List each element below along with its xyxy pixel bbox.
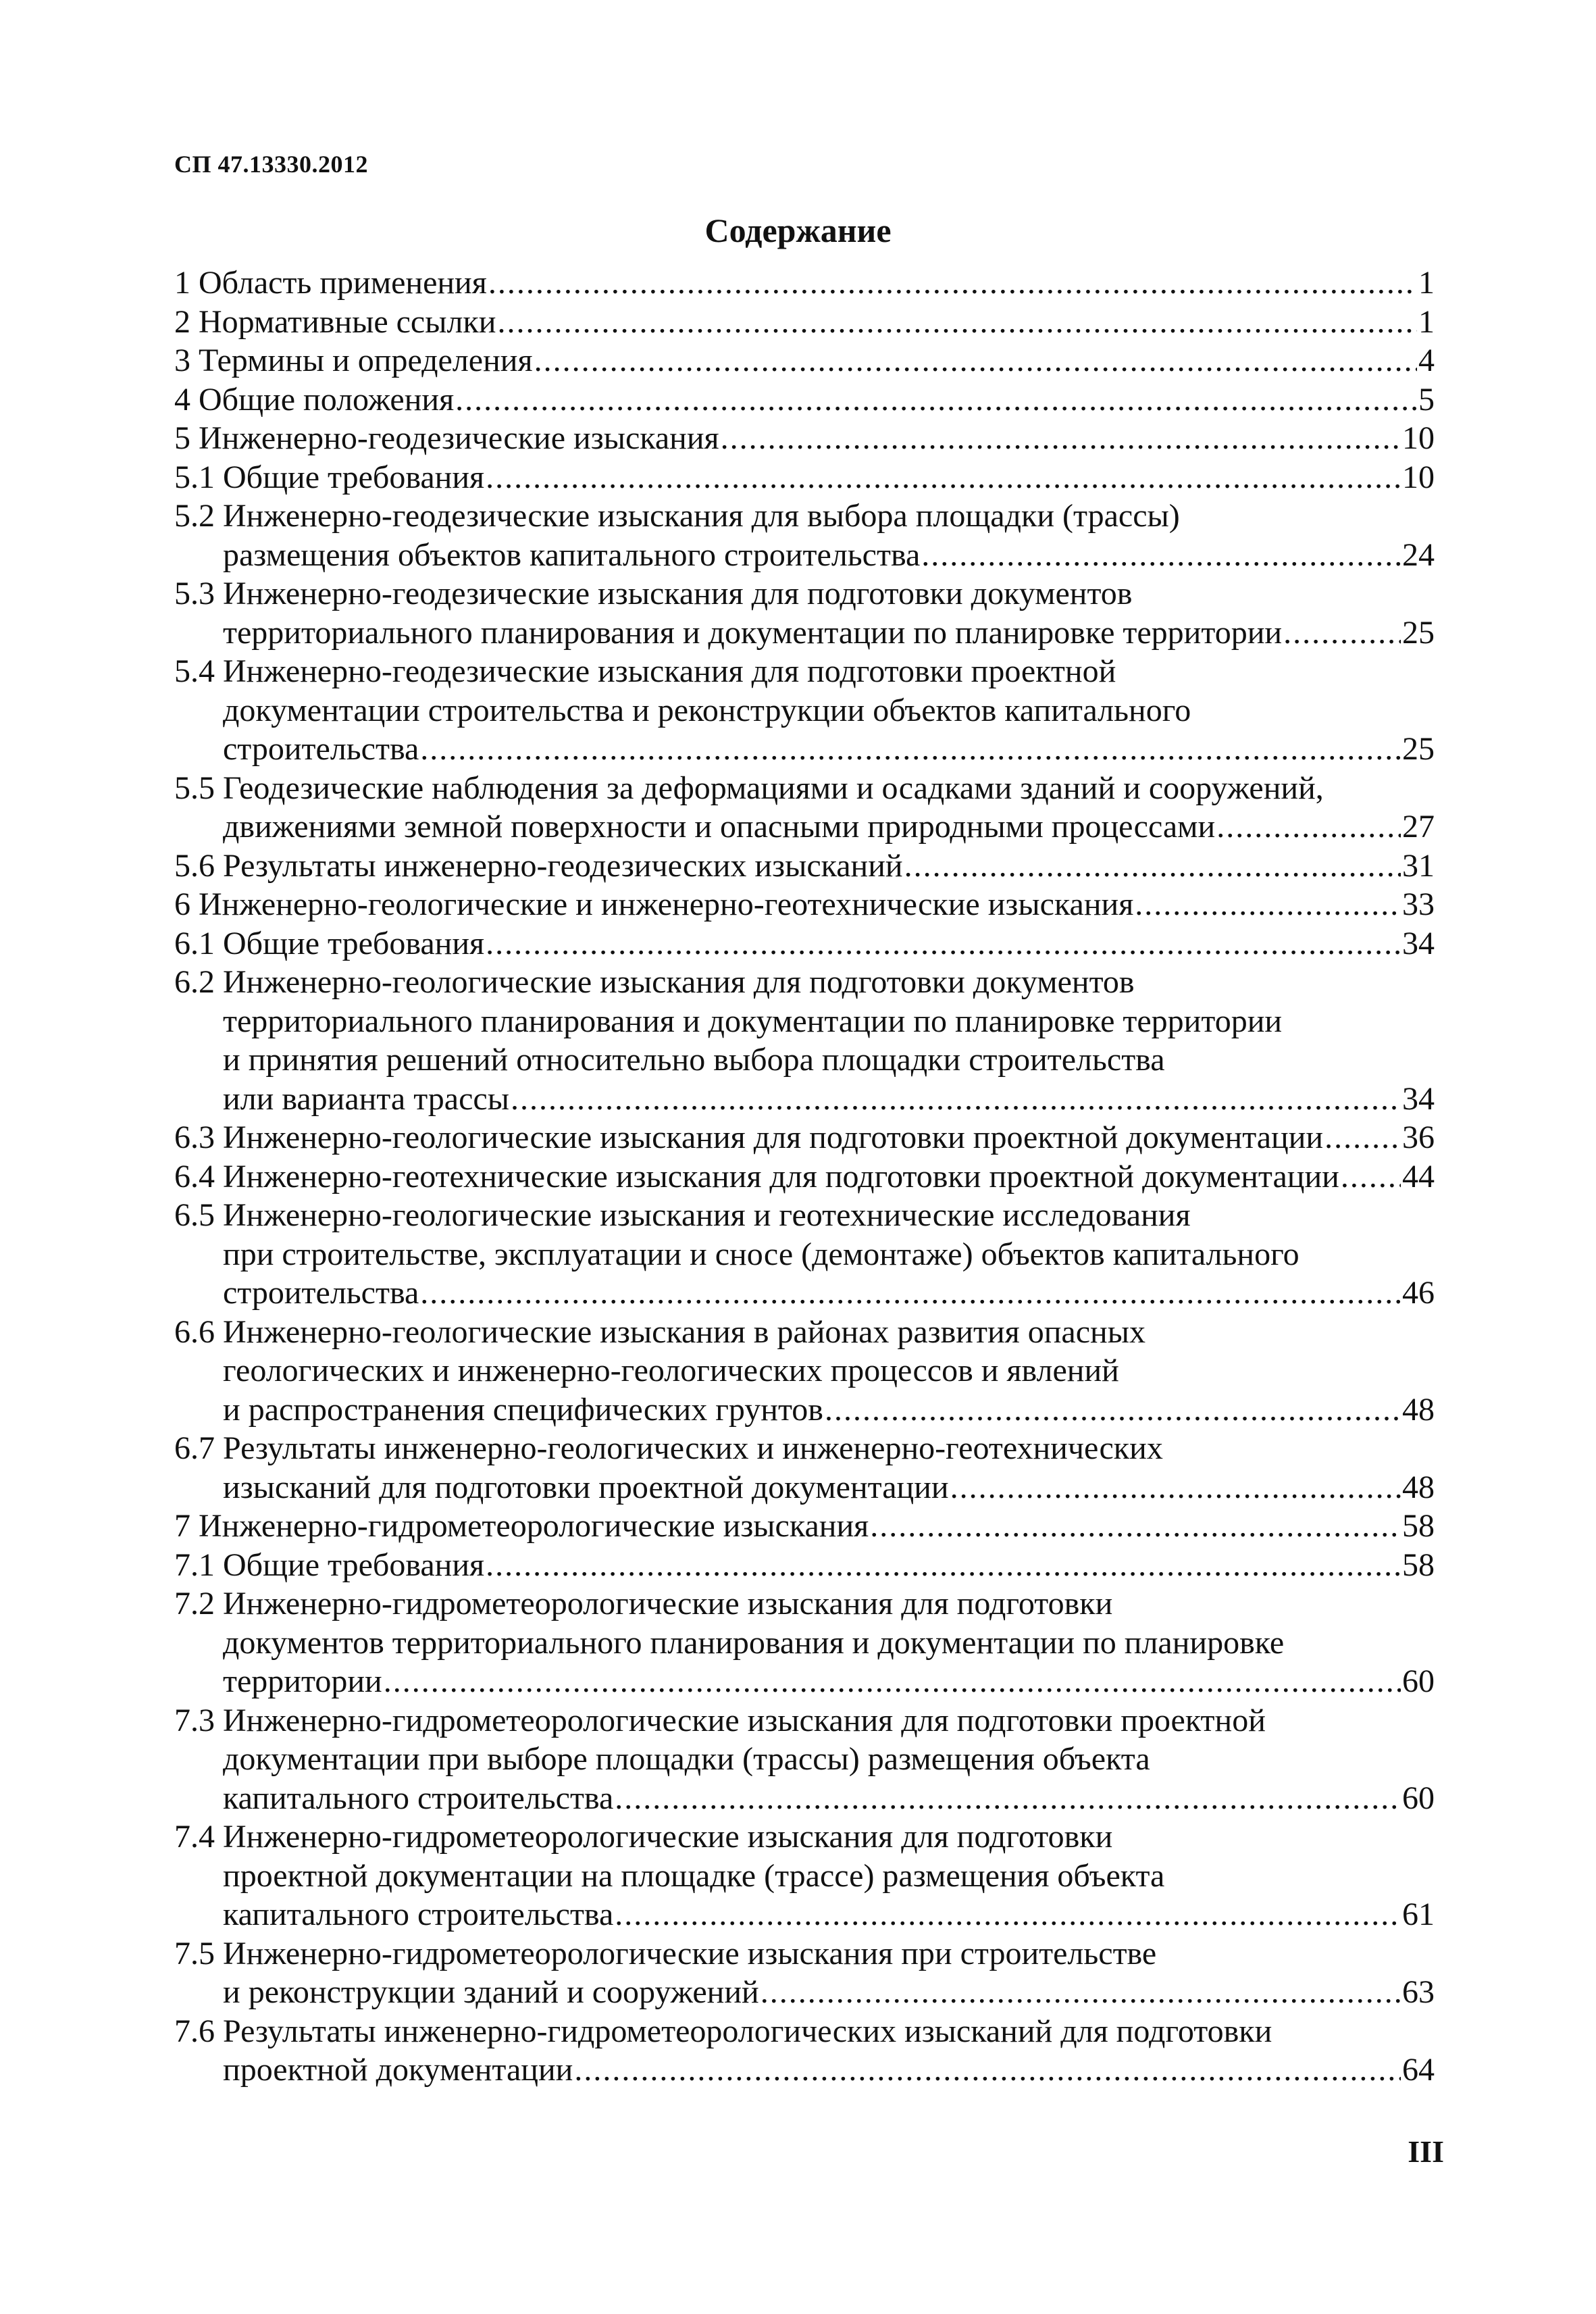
dot-leader (488, 263, 1417, 303)
toc-entry-text-line: 5.5 Геодезические наблюдения за деформациями и осадками зданий и сооружений, (174, 770, 1324, 806)
toc-entry[interactable] (174, 1701, 1435, 1818)
toc-entry-text-line: строительства (223, 731, 419, 767)
toc-entry-text-line: 6 Инженерно-геологические и инженерно-геотехнические изыскания (174, 886, 1134, 922)
toc-entry-final-line (174, 2051, 1435, 2090)
toc-page-number: 27 (1402, 809, 1435, 845)
toc-entry-final-line (174, 341, 1435, 380)
toc-entry-text-line: 5.3 Инженерно-геодезические изыскания для подготовки документов (174, 576, 1133, 611)
toc-entry[interactable] (174, 574, 1435, 652)
toc-entry[interactable] (174, 924, 1435, 963)
toc-entry[interactable] (174, 419, 1435, 458)
toc-entry-final-line (174, 924, 1435, 963)
toc-entry-text-line: при строительстве, эксплуатации и сносе (демонтаже) объектов капитального (223, 1236, 1299, 1272)
dot-leader (1216, 807, 1401, 847)
toc-entry-text-line: капитального строительства (223, 1896, 614, 1932)
toc-entry[interactable] (174, 1546, 1435, 1585)
toc-entry[interactable] (174, 458, 1435, 497)
dot-leader (904, 847, 1401, 886)
toc-entry-text-line: 5.4 Инженерно-геодезические изыскания для подготовки проектной (174, 653, 1116, 689)
dot-leader (534, 341, 1417, 380)
toc-page-number: 1 (1418, 265, 1435, 301)
toc-page-number: 46 (1402, 1275, 1435, 1311)
toc-entry[interactable] (174, 341, 1435, 380)
toc-entry[interactable] (174, 1584, 1435, 1701)
toc-entry-final-line (174, 1157, 1435, 1197)
toc-page-number: 4 (1418, 343, 1435, 378)
toc-page-number: 58 (1402, 1546, 1435, 1583)
dot-leader (574, 2051, 1401, 2090)
dot-leader (615, 1895, 1401, 1934)
toc-entry-text-line: проектной документации на площадке (трассе) размещения объекта (223, 1857, 1165, 1894)
toc-entry-final-line (174, 263, 1435, 303)
toc-entry-final-line (174, 1546, 1435, 1585)
toc-entry-final-line (174, 613, 1435, 653)
dot-leader (497, 303, 1417, 342)
toc-entry-text-line: территории (223, 1663, 382, 1699)
toc-entry-text-line: 6.7 Результаты инженерно-геологических и инженерно-геотехнических (174, 1430, 1163, 1466)
toc-entry-text-line: и принятия решений относительно выбора площадки строительства (223, 1042, 1165, 1078)
toc-entry-final-line (174, 1274, 1435, 1313)
document-code: СП 47.13330.2012 (174, 151, 368, 178)
toc-entry-text-line: документации строительства и реконструкции объектов капитального (223, 692, 1191, 728)
toc-entry-final-line (174, 847, 1435, 886)
toc-entry-text-line: движениями земной поверхности и опасными природными процессами (223, 809, 1216, 845)
toc-entry-final-line (174, 303, 1435, 342)
toc-entry[interactable] (174, 652, 1435, 769)
toc-entry-text-line: 3 Термины и определения (174, 343, 533, 378)
toc-page-number: 10 (1402, 420, 1435, 456)
toc-entry-text-line: 7.5 Инженерно-гидрометеорологические изыскания при строительстве (174, 1935, 1157, 1971)
toc-entry[interactable] (174, 1118, 1435, 1157)
toc-entry-text-line: 7 Инженерно-гидрометеорологические изыскания (174, 1508, 869, 1544)
dot-leader (1135, 885, 1401, 924)
toc-entry-final-line (174, 885, 1435, 924)
toc-entry[interactable] (174, 1429, 1435, 1507)
dot-leader (486, 1546, 1401, 1585)
toc-entry-final-line (174, 536, 1435, 575)
toc-entry-text-line: капитального строительства (223, 1780, 614, 1816)
toc-entry-text-line: строительства (223, 1275, 419, 1311)
toc-page-number: 34 (1402, 1080, 1435, 1117)
toc-entry-text-line: 6.6 Инженерно-геологические изыскания в районах развития опасных (174, 1313, 1145, 1350)
toc-entry-final-line (174, 1080, 1435, 1119)
toc-entry-text-line: 6.1 Общие требования (174, 925, 485, 961)
dot-leader (870, 1507, 1401, 1546)
toc-entry[interactable] (174, 380, 1435, 420)
toc-entry-final-line (174, 380, 1435, 420)
toc-entry-text-line: 5 Инженерно-геодезические изыскания (174, 420, 719, 456)
toc-entry-text-line: 6.2 Инженерно-геологические изыскания для подготовки документов (174, 964, 1135, 1000)
toc-entry-text-line: размещения объектов капитального строительства (223, 536, 921, 573)
toc-entry-text-line: документации при выборе площадки (трассы) размещения объекта (223, 1741, 1150, 1777)
toc-entry-text-line: 7.4 Инженерно-гидрометеорологические изыскания для подготовки (174, 1819, 1113, 1855)
dot-leader (761, 1973, 1401, 2012)
page-title: Содержание (704, 211, 892, 249)
dot-leader (384, 1662, 1401, 1701)
toc-entry-final-line (174, 1779, 1435, 1818)
dot-leader (615, 1779, 1401, 1818)
toc-page-number: 25 (1402, 731, 1435, 767)
toc-entry-text-line: 5.6 Результаты инженерно-геодезических изысканий (174, 847, 903, 884)
toc-entry-final-line (174, 1468, 1435, 1507)
toc-entry-final-line (174, 419, 1435, 458)
toc-entry-text-line: проектной документации (223, 2052, 573, 2088)
toc-page-number: 64 (1402, 2052, 1435, 2088)
toc-entry[interactable] (174, 1313, 1435, 1430)
dot-leader (950, 1468, 1401, 1507)
toc-entry-text-line: 5.2 Инженерно-геодезические изыскания для выбора площадки (трассы) (174, 498, 1180, 534)
toc-page-number: 61 (1402, 1896, 1435, 1932)
dot-leader (921, 536, 1401, 575)
dot-leader (486, 458, 1401, 497)
toc-page-number: 33 (1402, 886, 1435, 922)
dot-leader (420, 730, 1401, 769)
page-number: III (1408, 2134, 1444, 2169)
toc-entry[interactable] (174, 885, 1435, 924)
toc-entry-final-line (174, 1973, 1435, 2012)
toc-page-number: 60 (1402, 1663, 1435, 1699)
toc-entry-final-line (174, 1118, 1435, 1157)
toc-entry-final-line (174, 1507, 1435, 1546)
toc-page-number: 58 (1402, 1508, 1435, 1544)
toc-entry-text-line: и реконструкции зданий и сооружений (223, 1974, 759, 2010)
toc-entry-text-line: 7.1 Общие требования (174, 1546, 485, 1583)
toc-entry[interactable] (174, 847, 1435, 886)
toc-entry[interactable] (174, 1817, 1435, 1934)
toc-entry-text-line: 4 Общие положения (174, 381, 455, 418)
toc-page-number: 34 (1402, 925, 1435, 961)
toc-page-number: 60 (1402, 1780, 1435, 1816)
toc-entry-text-line: 1 Область применения (174, 265, 487, 301)
toc-entry-text-line: геологических и инженерно-геологических процессов и явлений (223, 1353, 1119, 1388)
toc-entry-text-line: 6.4 Инженерно-геотехнические изыскания для подготовки проектной документации (174, 1158, 1339, 1194)
toc-entry[interactable] (174, 1157, 1435, 1197)
dot-leader (420, 1274, 1401, 1313)
toc-entry[interactable] (174, 497, 1435, 574)
toc-entry-final-line (174, 1895, 1435, 1934)
toc-entry-text-line: территориального планирования и документации по планировке территории (223, 614, 1283, 651)
toc-entry-final-line (174, 730, 1435, 769)
dot-leader (486, 924, 1401, 963)
toc-page-number: 48 (1402, 1391, 1435, 1428)
toc-entry[interactable] (174, 303, 1435, 342)
dot-leader (825, 1390, 1401, 1430)
toc-page-number: 48 (1402, 1469, 1435, 1505)
toc-entry[interactable] (174, 2012, 1435, 2090)
dot-leader (1341, 1157, 1401, 1197)
toc-entry-text-line: 5.1 Общие требования (174, 459, 485, 495)
toc-entry[interactable] (174, 963, 1435, 1118)
toc-page-number: 25 (1402, 614, 1435, 651)
dot-leader (1283, 613, 1401, 653)
toc-page-number: 36 (1402, 1120, 1435, 1155)
toc-entry[interactable] (174, 1934, 1435, 2012)
toc-entry-text-line: 7.2 Инженерно-гидрометеорологические изыскания для подготовки (174, 1586, 1113, 1621)
toc-entry-text-line: документов территориального планирования и документации по планировке (223, 1624, 1285, 1661)
dot-leader (511, 1080, 1401, 1119)
toc-page-number: 63 (1402, 1974, 1435, 2010)
toc-entry-text-line: 7.6 Результаты инженерно-гидрометеорологических изысканий для подготовки (174, 2013, 1272, 2049)
toc-entry-text-line: территориального планирования и документации по планировке территории (223, 1003, 1283, 1039)
toc-entry[interactable] (174, 1507, 1435, 1546)
toc-entry-text-line: 6.3 Инженерно-геологические изыскания для подготовки проектной документации (174, 1120, 1324, 1155)
toc-page-number: 31 (1402, 847, 1435, 884)
toc-entry-final-line (174, 458, 1435, 497)
toc-entry-text-line: 7.3 Инженерно-гидрометеорологические изыскания для подготовки проектной (174, 1702, 1266, 1738)
toc-page-number: 10 (1402, 459, 1435, 495)
toc-entry-text-line: 6.5 Инженерно-геологические изыскания и геотехнические исследования (174, 1197, 1191, 1233)
table-of-contents (174, 263, 1435, 2090)
toc-entry-text-line: и распространения специфических грунтов (223, 1391, 823, 1428)
toc-entry-text-line: изысканий для подготовки проектной документации (223, 1469, 949, 1505)
dot-leader (721, 419, 1401, 458)
toc-entry-final-line (174, 1390, 1435, 1430)
toc-entry-final-line (174, 807, 1435, 847)
dot-leader (455, 380, 1417, 420)
toc-page-number: 24 (1402, 536, 1435, 573)
toc-entry-text-line: или варианта трассы (223, 1080, 509, 1117)
dot-leader (1324, 1118, 1401, 1157)
toc-entry[interactable] (174, 263, 1435, 303)
toc-page-number: 5 (1418, 381, 1435, 418)
toc-entry-text-line: 2 Нормативные ссылки (174, 303, 496, 340)
toc-page-number: 44 (1402, 1158, 1435, 1194)
toc-entry[interactable] (174, 769, 1435, 847)
toc-page-number: 1 (1418, 303, 1435, 340)
toc-entry-final-line (174, 1662, 1435, 1701)
toc-entry[interactable] (174, 1196, 1435, 1313)
